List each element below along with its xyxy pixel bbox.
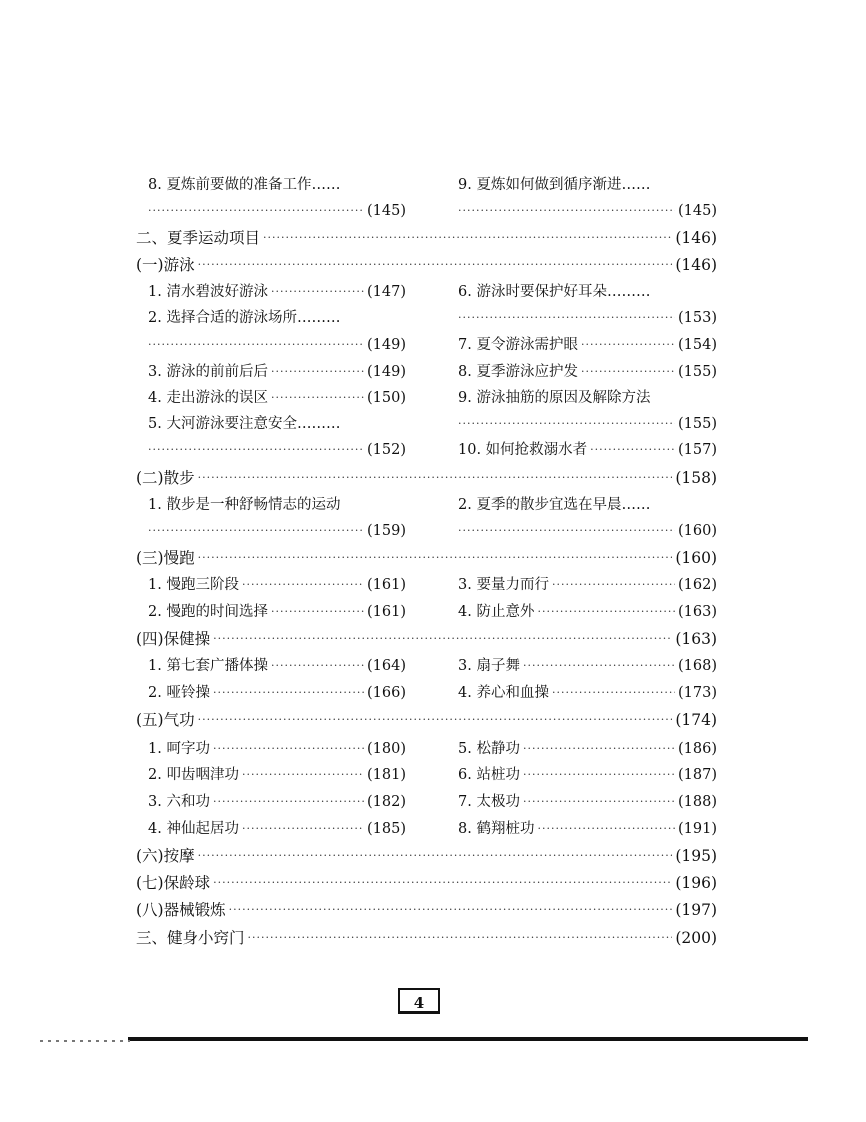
dot-leader	[458, 520, 675, 542]
toc-entry	[458, 601, 717, 623]
toc-entry-title: 6. 游泳时要保护好耳朵………	[458, 284, 651, 300]
dot-leader	[271, 361, 364, 383]
toc-entry	[458, 387, 717, 409]
dot-leader	[523, 791, 675, 813]
toc-entry-title: 5. 松静功	[458, 741, 520, 757]
toc-entry	[148, 601, 406, 623]
toc-entry-row	[0, 361, 866, 383]
dot-leader	[148, 334, 364, 356]
toc-entry-row	[0, 655, 866, 677]
toc-entry-row	[0, 574, 866, 596]
toc-entry-page: (187)	[678, 767, 717, 783]
toc-entry-page: (185)	[367, 821, 406, 837]
toc-entry-row	[0, 200, 866, 222]
toc-entry	[458, 200, 717, 222]
toc-entry	[148, 682, 406, 704]
dot-leader	[552, 574, 675, 596]
toc-entry-title: 1. 第七套广播体操	[148, 658, 268, 674]
dot-leader	[213, 791, 364, 813]
toc-entry	[458, 682, 717, 704]
toc-entry-title: 4. 走出游泳的误区	[148, 390, 268, 406]
toc-entry-row	[0, 738, 866, 760]
toc-entry-title: 8. 夏季游泳应护发	[458, 364, 578, 380]
toc-entry	[148, 764, 406, 786]
toc-entry-row	[0, 281, 866, 303]
toc-entry	[148, 574, 406, 596]
toc-entry	[148, 494, 406, 516]
toc-entry-page: (174)	[675, 711, 717, 729]
toc-entry-page: (200)	[675, 929, 717, 947]
toc-entry-title: 1. 清水碧波好游泳	[148, 284, 268, 300]
dot-leader	[198, 254, 673, 276]
toc-entry-page: (163)	[678, 604, 717, 620]
page-number: 4	[398, 988, 440, 1014]
toc-entry-page: (197)	[675, 901, 717, 919]
toc-entry-title: 2. 夏季的散步宜选在早晨……	[458, 497, 651, 513]
toc-entry	[458, 520, 717, 542]
dot-leader	[148, 520, 364, 542]
toc-entry-page: (157)	[678, 442, 717, 458]
dot-leader	[213, 628, 672, 650]
toc-entry-page: (147)	[367, 284, 406, 300]
toc-entry-page: (145)	[678, 203, 717, 219]
toc-section-row	[136, 254, 717, 276]
toc-entry-title: 3. 游泳的前前后后	[148, 364, 268, 380]
toc-entry	[458, 174, 717, 196]
dot-leader	[581, 334, 675, 356]
dot-leader	[537, 818, 675, 840]
dot-leader	[198, 547, 673, 569]
toc-entry-title: 2. 叩齿咽津功	[148, 767, 239, 783]
toc-entry-page: (196)	[675, 874, 717, 892]
toc-entry	[458, 334, 717, 356]
toc-entry-page: (149)	[367, 364, 406, 380]
toc-entry-title: 2. 选择合适的游泳场所………	[148, 310, 341, 326]
dot-leader	[213, 872, 672, 894]
toc-entry-title: (三)慢跑	[136, 549, 195, 567]
toc-entry-title: 8. 夏炼前要做的准备工作……	[148, 177, 341, 193]
toc-entry-page: (180)	[367, 741, 406, 757]
toc-entry	[458, 764, 717, 786]
dot-leader	[198, 467, 673, 489]
toc-entry-page: (182)	[367, 794, 406, 810]
toc-entry-page: (152)	[367, 442, 406, 458]
toc-entry-page: (173)	[678, 685, 717, 701]
toc-entry-title: 7. 夏令游泳需护眼	[458, 337, 578, 353]
toc-entry	[148, 387, 406, 409]
toc-entry	[148, 655, 406, 677]
toc-entry-page: (153)	[678, 310, 717, 326]
dot-leader	[248, 927, 673, 949]
dot-leader	[263, 227, 672, 249]
toc-entry	[458, 281, 717, 303]
toc-entry	[458, 574, 717, 596]
toc-section-row	[136, 899, 717, 921]
toc-entry	[136, 254, 717, 276]
toc-entry	[458, 361, 717, 383]
toc-entry-row	[0, 334, 866, 356]
dot-leader	[271, 387, 364, 409]
toc-entry-row	[0, 682, 866, 704]
toc-entry	[458, 818, 717, 840]
toc-entry-page: (161)	[367, 577, 406, 593]
bottom-rule-faint	[40, 1040, 130, 1042]
toc-section-row	[136, 845, 717, 867]
toc-entry	[458, 413, 717, 435]
toc-entry-title: (五)气功	[136, 711, 195, 729]
dot-leader	[537, 601, 675, 623]
toc-entry-page: (155)	[678, 364, 717, 380]
dot-leader	[198, 845, 673, 867]
toc-entry-title: 4. 防止意外	[458, 604, 535, 620]
toc-entry-row	[0, 307, 866, 329]
toc-entry-page: (161)	[367, 604, 406, 620]
toc-entry	[148, 520, 406, 542]
dot-leader	[523, 738, 675, 760]
toc-entry-title: 4. 神仙起居功	[148, 821, 239, 837]
toc-entry-title: 3. 六和功	[148, 794, 210, 810]
dot-leader	[523, 655, 675, 677]
toc-entry	[136, 872, 717, 894]
toc-entry-row	[0, 818, 866, 840]
toc-entry	[148, 791, 406, 813]
toc-entry-title: (一)游泳	[136, 256, 195, 274]
toc-entry-title: 9. 游泳抽筋的原因及解除方法	[458, 390, 651, 406]
toc-entry-page: (163)	[675, 630, 717, 648]
toc-entry	[148, 281, 406, 303]
toc-entry-row	[0, 439, 866, 461]
dot-leader	[242, 574, 364, 596]
dot-leader	[590, 439, 675, 461]
toc-entry-page: (154)	[678, 337, 717, 353]
toc-entry	[148, 361, 406, 383]
toc-entry-title: 2. 哑铃操	[148, 685, 210, 701]
toc-entry	[458, 494, 717, 516]
toc-entry	[148, 738, 406, 760]
dot-leader	[523, 764, 675, 786]
toc-entry-title: 10. 如何抢救溺水者	[458, 442, 588, 458]
toc-entry	[148, 334, 406, 356]
toc-entry-page: (188)	[678, 794, 717, 810]
toc-section-row	[136, 628, 717, 650]
dot-leader	[242, 818, 364, 840]
toc-entry-page: (146)	[675, 256, 717, 274]
toc-entry	[148, 439, 406, 461]
dot-leader	[242, 764, 364, 786]
toc-entry	[136, 899, 717, 921]
bottom-rule	[128, 1037, 808, 1041]
toc-section-row	[136, 547, 717, 569]
toc-entry-title: 3. 扇子舞	[458, 658, 520, 674]
toc-entry-page: (145)	[367, 203, 406, 219]
toc-entry-title: 2. 慢跑的时间选择	[148, 604, 268, 620]
toc-entry-row	[0, 387, 866, 409]
toc-entry-page: (191)	[678, 821, 717, 837]
toc-entry	[136, 927, 717, 949]
toc-entry	[458, 307, 717, 329]
toc-entry-page: (168)	[678, 658, 717, 674]
toc-entry-page: (158)	[675, 469, 717, 487]
dot-leader	[148, 200, 364, 222]
toc-entry-page: (181)	[367, 767, 406, 783]
toc-entry-title: (六)按摩	[136, 847, 195, 865]
dot-leader	[213, 682, 364, 704]
toc-entry	[458, 791, 717, 813]
toc-entry-title: 5. 大河游泳要注意安全………	[148, 416, 341, 432]
toc-entry	[458, 439, 717, 461]
toc-entry	[136, 845, 717, 867]
toc-entry-title: (四)保健操	[136, 630, 211, 648]
toc-section-row	[136, 467, 717, 489]
dot-leader	[271, 281, 364, 303]
toc-entry	[458, 738, 717, 760]
dot-leader	[581, 361, 675, 383]
dot-leader	[458, 413, 675, 435]
toc-entry-row	[0, 601, 866, 623]
toc-entry-page: (146)	[675, 229, 717, 247]
toc-entry-title: 三、健身小窍门	[136, 929, 245, 947]
toc-entry-title: 9. 夏炼如何做到循序渐进……	[458, 177, 651, 193]
toc-entry-page: (166)	[367, 685, 406, 701]
toc-entry-page: (150)	[367, 390, 406, 406]
toc-entry-page: (164)	[367, 658, 406, 674]
dot-leader	[271, 601, 364, 623]
toc-entry-title: 1. 散步是一种舒畅情志的运动	[148, 497, 341, 513]
toc-entry-row	[0, 174, 866, 196]
dot-leader	[213, 738, 364, 760]
toc-entry-page: (186)	[678, 741, 717, 757]
dot-leader	[148, 439, 364, 461]
toc-entry-page: (195)	[675, 847, 717, 865]
toc-entry-row	[0, 494, 866, 516]
toc-entry	[148, 307, 406, 329]
dot-leader	[271, 655, 364, 677]
toc-entry-title: 4. 养心和血操	[458, 685, 549, 701]
toc-entry-row	[0, 764, 866, 786]
toc-entry-row	[0, 413, 866, 435]
toc-entry-row	[0, 791, 866, 813]
dot-leader	[552, 682, 675, 704]
toc-entry-title: (二)散步	[136, 469, 195, 487]
toc-entry-page: (159)	[367, 523, 406, 539]
toc-entry-page: (160)	[675, 549, 717, 567]
toc-entry	[136, 709, 717, 731]
toc-entry	[458, 655, 717, 677]
toc-section-row	[136, 927, 717, 949]
dot-leader	[458, 307, 675, 329]
toc-entry-title: 8. 鹤翔桩功	[458, 821, 535, 837]
toc-entry-page: (160)	[678, 523, 717, 539]
toc-section-row	[136, 709, 717, 731]
toc-entry	[148, 413, 406, 435]
toc-entry-title: 3. 要量力而行	[458, 577, 549, 593]
toc-entry-title: 6. 站桩功	[458, 767, 520, 783]
toc-section-row	[136, 227, 717, 249]
toc-entry-title: (七)保龄球	[136, 874, 211, 892]
toc-entry	[136, 467, 717, 489]
toc-entry-title: 7. 太极功	[458, 794, 520, 810]
toc-entry	[136, 547, 717, 569]
toc-entry-page: (155)	[678, 416, 717, 432]
toc-entry-title: (八)器械锻炼	[136, 901, 226, 919]
toc-section-row	[136, 872, 717, 894]
dot-leader	[458, 200, 675, 222]
dot-leader	[229, 899, 673, 921]
dot-leader	[198, 709, 673, 731]
toc-entry	[148, 818, 406, 840]
toc-entry-page: (149)	[367, 337, 406, 353]
toc-entry-title: 1. 呵字功	[148, 741, 210, 757]
toc-entry	[148, 200, 406, 222]
toc-entry-title: 1. 慢跑三阶段	[148, 577, 239, 593]
toc-entry	[136, 628, 717, 650]
toc-entry-page: (162)	[678, 577, 717, 593]
toc-entry-title: 二、夏季运动项目	[136, 229, 261, 247]
toc-entry-row	[0, 520, 866, 542]
toc-entry	[148, 174, 406, 196]
toc-entry	[136, 227, 717, 249]
